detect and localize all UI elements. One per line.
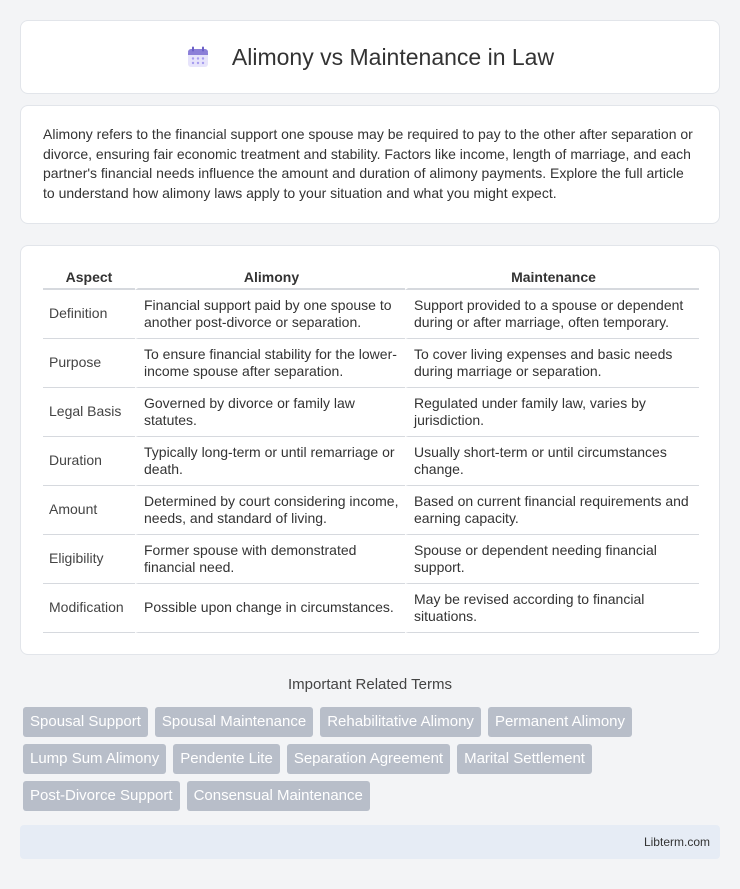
maintenance-cell: Usually short-term or until circumstances change. <box>405 437 699 486</box>
aspect-cell: Legal Basis <box>43 388 135 437</box>
related-term-tag[interactable]: Post-Divorce Support <box>23 781 180 811</box>
page-title: Alimony vs Maintenance in Law <box>231 43 555 70</box>
related-term-tag[interactable]: Lump Sum Alimony <box>23 744 166 774</box>
comparison-table <box>43 266 699 633</box>
related-term-tag[interactable]: Spousal Maintenance <box>155 707 313 737</box>
alimony-cell: Former spouse with demonstrated financial need. <box>135 535 405 584</box>
maintenance-cell: Spouse or dependent needing financial support. <box>405 535 699 584</box>
table-row <box>43 486 699 535</box>
calendar-icon <box>186 45 210 69</box>
related-term-tag[interactable]: Pendente Lite <box>173 744 280 774</box>
maintenance-cell: Regulated under family law, varies by jurisdiction. <box>405 388 699 437</box>
related-terms-title: Important Related Terms <box>288 676 452 693</box>
aspect-cell: Amount <box>43 486 135 535</box>
comparison-table-card <box>20 245 720 655</box>
related-term-tag[interactable]: Consensual Maintenance <box>187 781 370 811</box>
aspect-cell: Eligibility <box>43 535 135 584</box>
table-row <box>43 584 699 633</box>
footer <box>20 825 720 859</box>
aspect-cell: Duration <box>43 437 135 486</box>
table-row <box>43 388 699 437</box>
related-term-tag[interactable]: Rehabilitative Alimony <box>320 707 481 737</box>
maintenance-cell: Support provided to a spouse or dependent during or after marriage, often temporary. <box>405 290 699 339</box>
table-header-row <box>43 266 699 290</box>
related-term-tag[interactable]: Marital Settlement <box>457 744 592 774</box>
table-row <box>43 535 699 584</box>
alimony-cell: Financial support paid by one spouse to another post-divorce or separation. <box>135 290 405 339</box>
alimony-cell: Typically long-term or until remarriage or death. <box>135 437 405 486</box>
alimony-cell: Governed by divorce or family law statutes. <box>135 388 405 437</box>
aspect-cell: Definition <box>43 290 135 339</box>
related-term-tag[interactable]: Spousal Support <box>23 707 148 737</box>
intro-card <box>20 105 720 224</box>
alimony-cell: Possible upon change in circumstances. <box>135 584 405 633</box>
header-card <box>20 20 720 94</box>
maintenance-cell: May be revised according to financial situations. <box>405 584 699 633</box>
aspect-cell: Purpose <box>43 339 135 388</box>
intro-paragraph: Alimony refers to the financial support one spouse may be required to pay to the other after separation or divorce, ensuring fair economic treatment and stability. Factors like income, length of marriage, and each partner's financial needs influence the amount and duration of alimony payments. Explore the full article to understand how alimony laws apply to your situation and what you might expect. <box>43 126 693 201</box>
header-maintenance: Maintenance <box>405 266 699 290</box>
maintenance-cell: To cover living expenses and basic needs during marriage or separation. <box>405 339 699 388</box>
alimony-cell: Determined by court considering income, needs, and standard of living. <box>135 486 405 535</box>
header-alimony: Alimony <box>135 266 405 290</box>
aspect-cell: Modification <box>43 584 135 633</box>
table-row <box>43 290 699 339</box>
header-aspect: Aspect <box>43 266 135 290</box>
related-term-tag[interactable]: Permanent Alimony <box>488 707 632 737</box>
related-term-tag[interactable]: Separation Agreement <box>287 744 450 774</box>
maintenance-cell: Based on current financial requirements and earning capacity. <box>405 486 699 535</box>
footer-site-link[interactable]: Libterm.com <box>643 835 710 849</box>
table-row <box>43 339 699 388</box>
table-row <box>43 437 699 486</box>
related-terms-list <box>23 707 723 811</box>
alimony-cell: To ensure financial stability for the lower-income spouse after separation. <box>135 339 405 388</box>
